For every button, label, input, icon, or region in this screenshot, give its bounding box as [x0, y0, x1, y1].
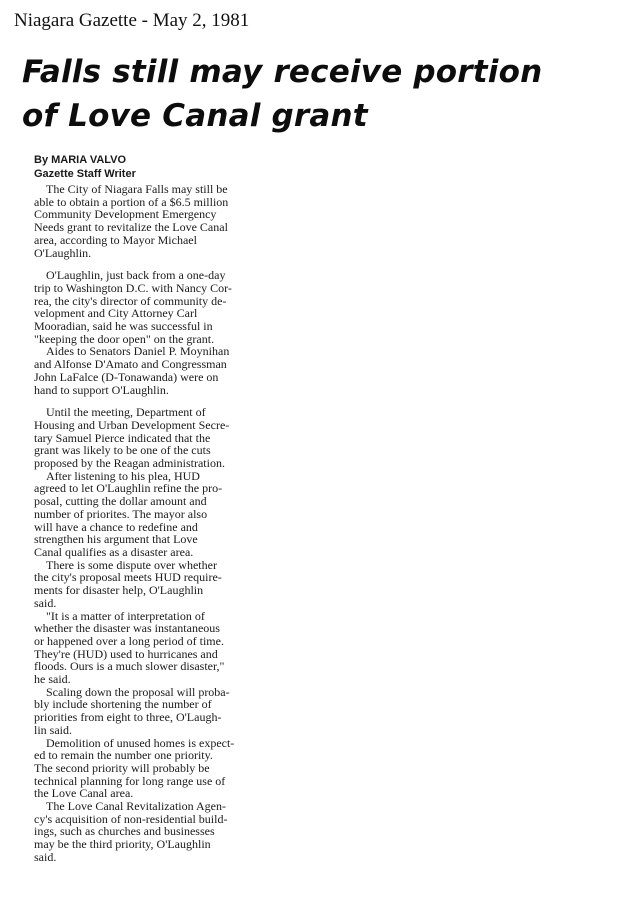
- paragraph-4: Until the meeting, Department of Housing and Urban Development Secre- tary Samuel Pierce indicated that the grant was likely to be one of the cuts proposed by the Reagan administration.: [34, 405, 230, 471]
- paragraph-3: Aides to Senators Daniel P. Moynihan and Alfonse D'Amato and Congressman John LaFalce (D-Tonawanda) were on hand to support O'Laughlin.: [34, 344, 230, 397]
- paragraph-10: The Love Canal Revitalization Agen- cy's acquisition of non-residential build- ings, such as churches and businesses may be the third priority, O'Laughlin said.: [34, 799, 228, 864]
- paragraph-5: After listening to his plea, HUD agreed to let O'Laughlin refine the pro- posal, cutting the dollar amount and number of priorites. The mayor also will have a chance to redefine and strengthen his argument that Love Canal qualifies as a disaster area.: [34, 468, 223, 559]
- paragraph-6: There is some dispute over whether the city's proposal meets HUD require- ments for disaster help, O'Laughlin said.: [34, 557, 222, 610]
- byline-role: Gazette Staff Writer: [34, 168, 136, 180]
- byline-author: By MARIA VALVO: [34, 154, 127, 166]
- paragraph-9: Demolition of unused homes is expect- ed to remain the number one priority. The second priority will probably be technical planning for long range use of the Love Canal area.: [34, 735, 235, 801]
- byline: [34, 153, 294, 181]
- paragraph-2: O'Laughlin, just back from a one-day trip to Washington D.C. with Nancy Cor- rea, the city's director of community de- velopment and City Attorney Carl Mooradian, said he was successful in "keeping the door open" on the grant.: [34, 268, 232, 346]
- headline-line-2: of Love Canal grant: [22, 98, 368, 134]
- article-headline: [22, 50, 622, 138]
- source-date-line: Niagara Gazette - May 2, 1981: [14, 10, 250, 31]
- paragraph-7: "It is a matter of interpretation of whether the disaster was instantaneous or happened over a long period of time. They're (HUD) used to hurricanes and floods. Ours is a much slower disaster," he said.: [34, 608, 225, 687]
- headline-line-1: Falls still may receive portion: [22, 54, 543, 90]
- paragraph-1: The City of Niagara Falls may still be able to obtain a portion of a $6.5 million Community Development Emergency Needs grant to revitalize the Love Canal area, according to Mayor Michael O'Laughlin.: [34, 182, 229, 260]
- paragraph-8: Scaling down the proposal will proba- bly include shortening the number of priorities from eight to three, O'Laugh- lin said.: [34, 684, 230, 737]
- article-body: [34, 183, 267, 864]
